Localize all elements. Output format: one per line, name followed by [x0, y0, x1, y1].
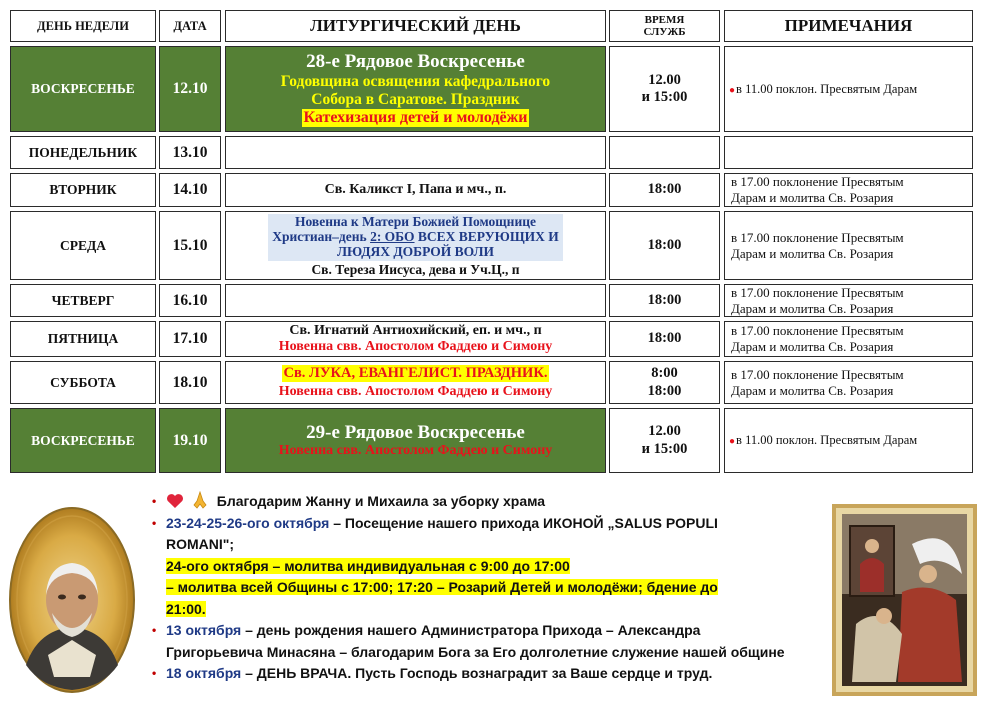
- row7-time2: 18:00: [647, 382, 682, 399]
- row8-date: 19.10: [159, 408, 221, 473]
- row3-note2: Дарам и молитва Св. Розария: [731, 190, 894, 205]
- row2-day: ПОНЕДЕЛЬНИК: [10, 136, 156, 169]
- row6-liturgical: [225, 321, 606, 357]
- row6-note: [724, 321, 973, 357]
- row4-liturgical: [225, 211, 606, 280]
- birthday-text1: – день рождения нашего Администратора Прихода – Александра: [241, 622, 701, 638]
- row4-day: СРЕДА: [10, 211, 156, 280]
- announcement-doctor-day: [150, 663, 820, 685]
- row4-note1: в 17.00 поклонение Пресвятым: [731, 229, 904, 245]
- announcement-24oct: [150, 556, 820, 578]
- header-time-line2: СЛУЖБ: [643, 26, 686, 38]
- st-luke-painting-image: [832, 504, 977, 696]
- row5-date: 16.10: [159, 284, 221, 317]
- row4-saint: Св. Тереза Иисуса, дева и Уч.Ц., п: [311, 261, 520, 277]
- row7-liturgical: [225, 361, 606, 404]
- row8-novena: Новенна свв. Апостолом Фаддею и Симону: [278, 443, 553, 459]
- day24-line-b: – молитва всей Общины с 17:00; 17:20 – Розарий Детей и молодёжи; бдение до: [166, 579, 718, 595]
- row6-novena: Новенна свв. Апостолом Фаддею и Симону: [278, 339, 553, 354]
- row7-date: 18.10: [159, 361, 221, 404]
- doctor-day-text: – ДЕНЬ ВРАЧА. Пусть Господь вознаградит за Ваше сердце и труд.: [241, 665, 713, 681]
- row8-time2: и 15:00: [641, 440, 688, 457]
- row8-title: 29-е Рядовое Воскресенье: [306, 421, 525, 443]
- row1-time: [609, 46, 720, 132]
- row6-date: 17.10: [159, 321, 221, 357]
- row3-day: ВТОРНИК: [10, 173, 156, 207]
- row7-time1: 8:00: [651, 365, 678, 382]
- row4-date: 15.10: [159, 211, 221, 280]
- announcement-24oct-c: [150, 599, 820, 621]
- row7-note1: в 17.00 поклонение Пресвятым: [731, 366, 904, 382]
- row7-note: [724, 361, 973, 404]
- row3-note1: в 17.00 поклонение Пресвятым: [731, 174, 904, 190]
- row6-note1: в 17.00 поклонение Пресвятым: [731, 323, 904, 339]
- row1-day: ВОСКРЕСЕНЬЕ: [10, 46, 156, 132]
- header-date: ДАТА: [159, 10, 221, 42]
- day24-line-a: 24-ого октября – молитва индивидуальная с 9:00 до 17:00: [166, 557, 570, 574]
- row2-liturgical: [225, 136, 606, 169]
- icon-visit-text2: ROMANI";: [166, 536, 235, 552]
- row6-time: 18:00: [609, 321, 720, 357]
- row1-catechesis: Катехизация детей и молодёжи: [303, 108, 528, 126]
- bullet-icon: •: [152, 515, 157, 530]
- saint-portrait-image: [8, 505, 137, 695]
- row1-note-text: в 11.00 поклон. Пресвятым Дарам: [736, 81, 918, 96]
- row7-time: [609, 361, 720, 404]
- row3-date: 14.10: [159, 173, 221, 207]
- row3-note: [724, 173, 973, 207]
- row7-novena: Новенна свв. Апостолом Фаддею и Симону: [278, 383, 553, 399]
- doctor-day-date: 18 октября: [166, 665, 242, 681]
- row1-date: 12.10: [159, 46, 221, 132]
- row4-novena3: ЛЮДЯХ ДОБРОЙ ВОЛИ: [336, 243, 495, 259]
- row1-note: [724, 46, 973, 132]
- announcement-icon-visit: [150, 513, 820, 535]
- header-liturgical: ЛИТУРГИЧЕСКИЙ ДЕНЬ: [225, 10, 606, 42]
- row4-novena: [268, 214, 563, 261]
- header-day: ДЕНЬ НЕДЕЛИ: [10, 10, 156, 42]
- row7-note2: Дарам и молитва Св. Розария: [731, 382, 894, 398]
- row4-time: 18:00: [609, 211, 720, 280]
- day24-line-c: 21:00.: [166, 600, 206, 617]
- header-time-line1: ВРЕМЯ: [644, 13, 685, 26]
- heart-icon: [166, 493, 184, 509]
- row6-day: ПЯТНИЦА: [10, 321, 156, 357]
- row2-date: 13.10: [159, 136, 221, 169]
- announcement-icon-visit-cont: [150, 534, 820, 556]
- row5-time: 18:00: [609, 284, 720, 317]
- row7-feast: Св. ЛУКА, ЕВАНГЕЛИСТ. ПРАЗДНИК.: [283, 365, 548, 382]
- row1-title: 28-е Рядовое Воскресенье: [306, 51, 525, 73]
- row8-time: [609, 408, 720, 473]
- announcement-24oct-b: [150, 577, 820, 599]
- row2-note: [724, 136, 973, 169]
- bullet-icon: •: [152, 494, 157, 508]
- row5-day: ЧЕТВЕРГ: [10, 284, 156, 317]
- row6-saint: Св. Игнатий Антиохийский, еп. и мч., п: [289, 322, 542, 338]
- birthday-text2: Григорьевича Минасяна – благодарим Бога за Его долголетние служение нашей общине: [166, 643, 785, 660]
- row1-liturgical: [225, 46, 606, 132]
- announcements: [150, 491, 820, 685]
- bullet-icon: •: [152, 666, 157, 680]
- praying-hands-icon: [192, 491, 208, 509]
- row5-note: [724, 284, 973, 317]
- bullet-icon: •: [152, 623, 157, 637]
- birthday-date: 13 октября: [166, 622, 242, 638]
- announcement-birthday-cont: [150, 642, 820, 664]
- row8-note-text: в 11.00 поклон. Пресвятым Дарам: [736, 433, 918, 447]
- row8-day: ВОСКРЕСЕНЬЕ: [10, 408, 156, 473]
- row3-time: 18:00: [609, 173, 720, 207]
- announcement-birthday: [150, 620, 820, 642]
- row8-note: [724, 408, 973, 473]
- row1-sub2: Собора в Саратове. Праздник: [311, 90, 520, 108]
- header-time: [609, 10, 720, 42]
- row8-liturgical: [225, 408, 606, 473]
- row5-liturgical: [225, 284, 606, 317]
- row4-novena1: Новенна к Матери Божией Помощнице: [295, 214, 536, 229]
- row5-note2: Дарам и молитва Св. Розария: [731, 300, 894, 316]
- icon-visit-dates: 23-24-25-26-ого октября: [166, 514, 330, 531]
- row8-time1: 12.00: [648, 423, 681, 440]
- row5-note1: в 17.00 поклонение Пресвятым: [731, 284, 904, 300]
- row1-time2: и 15:00: [641, 89, 688, 105]
- row4-note2: Дарам и молитва Св. Розария: [731, 245, 894, 261]
- row3-liturgical: Св. Каликст I, Папа и мч., п.: [225, 173, 606, 207]
- header-notes: ПРИМЕЧАНИЯ: [724, 10, 973, 42]
- icon-visit-text1: – Посещение нашего прихода ИКОНОЙ „SALUS POPULI: [329, 514, 718, 531]
- row2-time: [609, 136, 720, 169]
- announcement-thanks-text: Благодарим Жанну и Михаила за уборку храма: [216, 493, 546, 509]
- row1-sub1: Годовщина освящения кафедрального: [280, 72, 551, 90]
- red-bullet-icon: ●: [729, 84, 736, 96]
- announcement-thanks: [150, 491, 820, 513]
- row1-time1: 12.00: [648, 71, 681, 88]
- row7-day: СУББОТА: [10, 361, 156, 404]
- red-bullet-icon: ●: [729, 436, 736, 447]
- row4-novena2: Христиан–день 2: ОБО ВСЕХ ВЕРУЮЩИХ И: [272, 228, 559, 244]
- row6-note2: Дарам и молитва Св. Розария: [731, 339, 894, 354]
- row4-note: [724, 211, 973, 280]
